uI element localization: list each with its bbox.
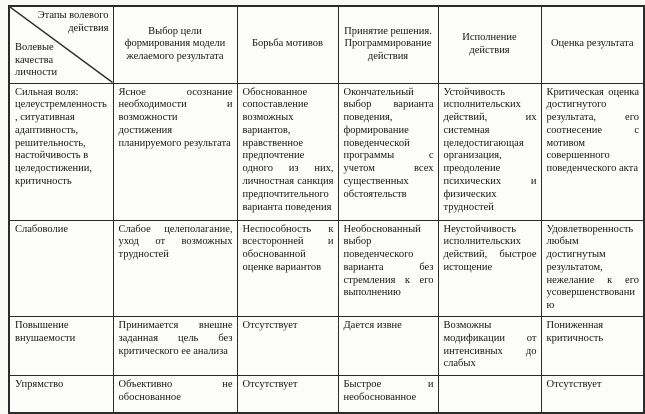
table-row	[9, 83, 644, 220]
table-row	[9, 220, 644, 317]
stage-cell: Критическая оценка достигнутого результата, его соотнесение с мотивом совершенного поведенческого акта	[541, 83, 644, 220]
stage-cell: Необоснованный выбор поведенческого варианта без стремления к его выполнению	[338, 220, 438, 317]
corner-label-stages: Этапы волевого действия	[37, 10, 109, 34]
stage-cell: Ясное осознание необходимости и возможности достижения планируемого результата	[113, 83, 237, 220]
quality-cell: Слабоволие	[9, 220, 113, 317]
stage-cell: Объективно не обоснованное	[113, 376, 237, 413]
stage-cell: Пониженная критичность	[541, 317, 644, 376]
quality-cell: Упрямство	[9, 376, 113, 413]
stage-cell: Быстрое и необоснованное	[338, 376, 438, 413]
stage-cell: Неустойчивость исполнительских действий, быстрое истощение	[438, 220, 541, 317]
stage-cell: Обоснованное сопоставление возможных вариантов, нравственное предпочтение одного из них, личностная санкция предпочтительного варианта поведения	[237, 83, 338, 220]
stage-cell: Принимается внешне заданная цель без критического ее анализа	[113, 317, 237, 376]
stage-cell: Дается извне	[338, 317, 438, 376]
quality-cell: Повышение внушаемости	[9, 317, 113, 376]
corner-header-cell	[9, 6, 113, 83]
stage-cell: Удовлетворенность любым достигнутым результатом, нежелание к его усовершенствованию	[541, 220, 644, 317]
stage-cell: Слабое целеполагание, уход от возможных трудностей	[113, 220, 237, 317]
table-row	[9, 376, 644, 413]
stage-cell: Отсутствует	[237, 376, 338, 413]
column-header-execution: Исполнение действия	[438, 6, 541, 83]
column-header-decision: Принятие решения. Программирование действия	[338, 6, 438, 83]
column-header-result-evaluation: Оценка результата	[541, 6, 644, 83]
stage-cell	[438, 376, 541, 413]
header-row	[9, 6, 644, 83]
volitional-qualities-table	[8, 5, 645, 414]
column-header-motive-struggle: Борьба мотивов	[237, 6, 338, 83]
stage-cell: Неспособность к всесторонней и обоснованной оценке вариантов	[237, 220, 338, 317]
quality-cell: Сильная воля: целеустремленность, ситуативная адаптивность, решительность, настойчивость в целедостижении, критичность	[9, 83, 113, 220]
stage-cell: Окончательный выбор варианта поведения, формирование поведенческой программы с учетом всех существенных обстоятельств	[338, 83, 438, 220]
corner-label-qualities: Волевые качества личности	[15, 42, 58, 78]
stage-cell: Возможны модификации от интенсивных до слабых	[438, 317, 541, 376]
column-header-goal-choice: Выбор цели формирования модели желаемого результата	[113, 6, 237, 83]
stage-cell: Отсутствует	[237, 317, 338, 376]
stage-cell: Отсутствует	[541, 376, 644, 413]
stage-cell: Устойчивость исполнительских действий, их системная целедостигающая организация, преодоление психических и физических трудностей	[438, 83, 541, 220]
table-row	[9, 317, 644, 376]
